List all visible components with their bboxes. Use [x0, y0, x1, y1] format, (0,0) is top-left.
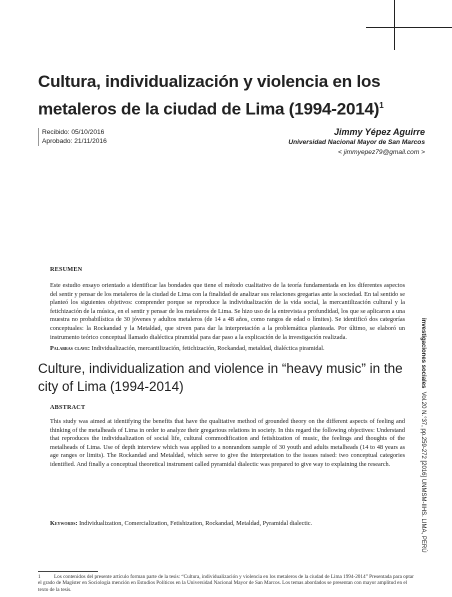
crop-mark-horizontal	[366, 27, 452, 28]
sidebar-citation: Vol.20 N.°37, pp.259-272 [2016] UNMSM-IIHS. LIMA, PERÚ	[420, 391, 426, 553]
author-block	[288, 127, 425, 157]
sidebar-text	[420, 318, 426, 553]
footnote-number: 1	[38, 574, 41, 580]
dates-block	[38, 128, 107, 146]
author-institution: Universidad Nacional Mayor de San Marcos	[288, 139, 425, 146]
approved-date: Aprobado: 21/11/2016	[42, 138, 107, 145]
resumen-heading: RESUMEN	[50, 266, 83, 273]
resumen-body: Este estudio ensayo orientado a identificar las bondades que tiene el método cualitativo de la teoría fundamentada en los diferentes aspectos del sentir y pensar de los metaleros de la ciudad de Lima con la finalidad de analizar sus relaciones gregarias ante la sociedad. En tal sentido se planteó los siguientes objetivos: comprender porque se reproduce la individualización de la vida social, la mercantilización cultural y la fetichización de la música, en el sentir y pensar de los metaleros de Lima. Se hizo uso de la entrevista a profundidad, los que se aplicaron a una muestra no probabilística de 30 jóvenes y adultos metaleros (de 14 a 48 años, como rangos de edad o límites). Se identificó dos categorías conceptuales: la Rockandad y la Metaldad, que sirven para dar la interpretación a la problemática planteada. Por último, se elaboró un instrumento teórico conceptual llamado dialéctica piramidal para dar paso a la explicación de la investigación realizada.	[50, 282, 405, 341]
received-date: Recibido: 05/10/2016	[42, 129, 105, 136]
author-email: < jimmyepez79@gmail.com >	[338, 148, 425, 156]
abstract-keywords-label: Keywords:	[50, 520, 78, 527]
abstract-body: This study was aimed at identifying the benefits that have the qualitative method of grounded theory on the different aspects of feeling and thinking of the metalheads of Lima in order to analyze their gregarious relations in society. In this regard the following objectives: Understand that reproduces the individualization of social life, cultural commodification and fetishization of music, the feelings and thoughts of the metalheads of Lima. Use of depth interview which was applied to a nonrandom sample of 30 youth and adults metalheads (14 to 48 years as age ranges or limits). The Rockandad and Metaldad, which serve to give the interpretation to the issues raised: two conceptual categories identified. And finally a conceptual theoretical instrument called pyramidal dialectic was prepared to give way to explaining the research.	[50, 418, 405, 468]
article-title	[38, 70, 398, 122]
footnote-text: Los contenidos del presente artículo forman parte de la tesis: “Cultura, individualización y violencia en los metaleros de la ciudad de Lima 1994-2014” Presentada para optar el grado de Magíster en Sociología mención en Estudios Políticos en la Universidad Nacional Mayor de San Marcos. Los temas abordados se presentan con mayor amplitud en el texto de la tesis.	[38, 574, 414, 593]
abstract-heading: ABSTRACT	[50, 404, 86, 411]
english-title: Culture, individualization and violence in “heavy music” in the city of Lima (1994-2014)	[38, 361, 403, 394]
abstract-keywords-text: Individualization, Comercialization, Fetishization, Rockandad, Metaldad, Pyramidal dialectic.	[79, 520, 313, 527]
crop-mark-vertical	[394, 0, 395, 50]
resumen-keywords	[50, 345, 405, 354]
abstract-keywords	[50, 520, 405, 529]
resumen-keywords-label: Palabras clave:	[50, 345, 90, 352]
resumen-keywords-text: Individualización, mercantilización, fetichización, Rockandad, metaldad, dialéctica piramidal.	[91, 345, 325, 352]
sidebar-journal: investigaciones sociales	[420, 318, 426, 389]
footnote	[38, 574, 418, 593]
journal-sidebar	[420, 318, 434, 568]
title-footnote-marker: 1	[379, 101, 384, 110]
article-title-text: Cultura, individualización y violencia en los metaleros de la ciudad de Lima (1994-2014)	[38, 72, 381, 119]
author-name: Jimmy Yépez Aguirre	[333, 127, 425, 137]
footnote-divider	[38, 571, 98, 572]
